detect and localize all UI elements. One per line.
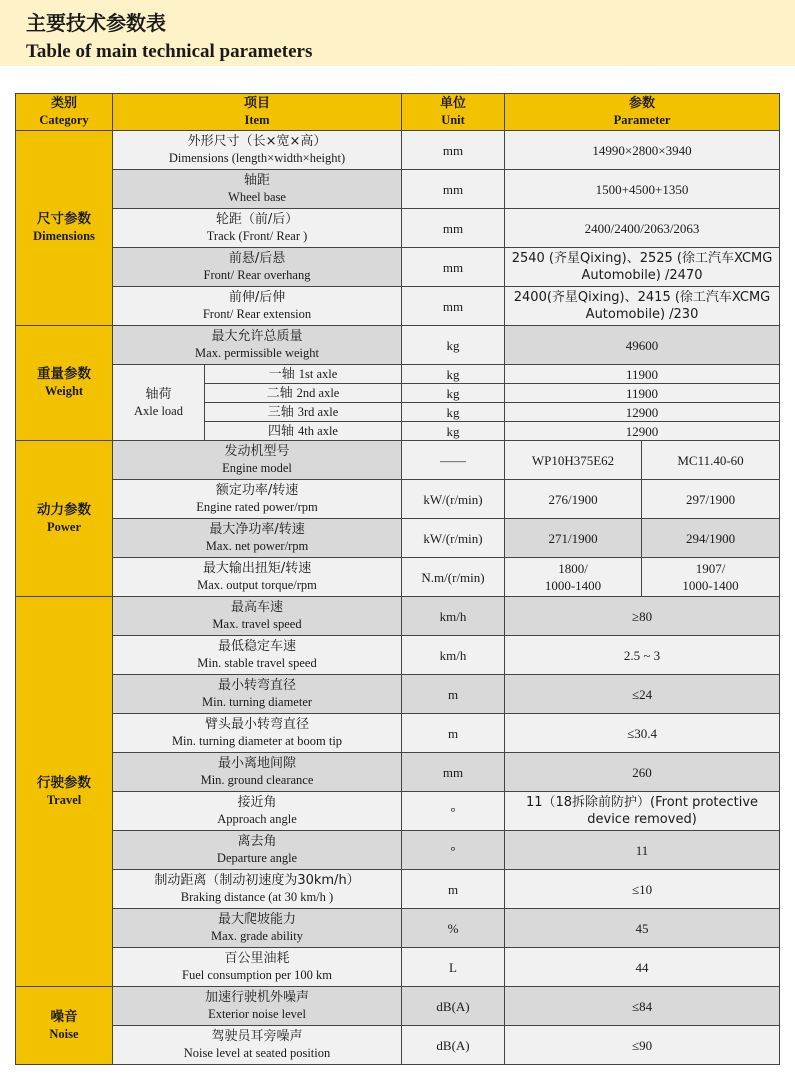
parameter-line-2: 1000-1400 (544, 578, 602, 593)
header-item (113, 94, 402, 131)
header-item-cn: 项目 (244, 96, 271, 111)
parameter-line-1: 11（18拆除前防护）(Front protective (525, 795, 759, 810)
axle-load-en: Axle load (134, 403, 183, 418)
unit-cell: kg (402, 384, 505, 403)
axle-item (205, 384, 402, 403)
table-row (16, 753, 780, 792)
header-item-en: Item (244, 113, 270, 127)
item-cell (113, 131, 402, 170)
unit-cell: kg (402, 365, 505, 384)
unit-cell: kg (402, 326, 505, 365)
unit-cell: mm (402, 209, 505, 248)
parameter-cell-a: 276/1900 (505, 480, 642, 519)
unit-cell: % (402, 909, 505, 948)
item-cn: 最高车速 (231, 600, 284, 615)
header-parameter-cn: 参数 (629, 96, 656, 111)
header-unit (402, 94, 505, 131)
item-cell (113, 909, 402, 948)
category-cn: 噪音 (50, 1008, 78, 1025)
parameter-cell-b (642, 558, 780, 597)
item-cn: 百公里油耗 (224, 951, 290, 966)
item-en: Exterior noise level (208, 1007, 306, 1021)
parameter-cell-b: 297/1900 (642, 480, 780, 519)
parameter-cell (505, 287, 780, 326)
axle-en: 1st axle (298, 366, 338, 381)
axle-cn: 三轴 (267, 404, 294, 420)
parameter-cell-b: MC11.40-60 (642, 441, 780, 480)
item-en: Min. stable travel speed (197, 656, 317, 670)
table-row (16, 365, 780, 384)
parameter-cell: ≤90 (505, 1026, 780, 1065)
axle-cn: 二轴 (266, 385, 293, 401)
item-cell (113, 987, 402, 1026)
parameter-cell: 11900 (505, 384, 780, 403)
item-en: Departure angle (216, 851, 298, 865)
item-cn: 外形尺寸（长×宽×高） (187, 134, 327, 149)
parameter-line-2: device removed) (587, 812, 697, 827)
table-row (16, 675, 780, 714)
parameter-cell-b: 294/1900 (642, 519, 780, 558)
item-en: Approach angle (217, 812, 297, 826)
parameter-cell: ≤10 (505, 870, 780, 909)
item-cn: 接近角 (237, 795, 277, 810)
axle-cn: 四轴 (268, 423, 295, 439)
item-en: Min. turning diameter at boom tip (171, 734, 343, 748)
parameter-cell (505, 792, 780, 831)
table-row (16, 480, 780, 519)
unit-cell: mm (402, 753, 505, 792)
item-cn: 最低稳定车速 (218, 639, 297, 654)
item-cn: 额定功率/转速 (215, 483, 299, 498)
item-cell (113, 675, 402, 714)
parameter-cell: 14990×2800×3940 (505, 131, 780, 170)
unit-cell: kW/(r/min) (402, 480, 505, 519)
parameter-line-1: 1800/ (558, 561, 588, 576)
unit-cell: N.m/(r/min) (402, 558, 505, 597)
item-cn: 最大净功率/转速 (209, 522, 305, 537)
unit-cell: ° (402, 792, 505, 831)
unit-cell: kg (402, 403, 505, 422)
parameter-line-1: 2400(齐星Qixing)、2415 (徐工汽车XCMG (513, 290, 771, 305)
item-cn: 臂头最小转弯直径 (205, 717, 310, 732)
category-en: Travel (46, 792, 82, 807)
table-row (16, 287, 780, 326)
item-en: Min. turning diameter (201, 695, 313, 709)
parameter-cell: ≤24 (505, 675, 780, 714)
item-cell (113, 714, 402, 753)
item-en: Min. ground clearance (200, 773, 314, 787)
parameter-cell-a: 271/1900 (505, 519, 642, 558)
item-cell (113, 480, 402, 519)
parameter-cell: 12900 (505, 403, 780, 422)
table-header-row (16, 94, 780, 131)
item-cell (113, 870, 402, 909)
category-en: Noise (49, 1026, 79, 1041)
parameter-cell: 44 (505, 948, 780, 987)
unit-cell: dB(A) (402, 1026, 505, 1065)
parameter-line-2: Automobile) /230 (585, 307, 699, 322)
category-en: Power (46, 519, 81, 534)
item-cn: 最大输出扭矩/转速 (202, 561, 312, 576)
item-cn: 离去角 (237, 834, 277, 849)
parameter-cell: 2400/2400/2063/2063 (505, 209, 780, 248)
item-cell (113, 287, 402, 326)
table-row (16, 326, 780, 365)
parameter-cell: 11 (505, 831, 780, 870)
item-en: Engine rated power/rpm (196, 500, 318, 514)
item-en: Front/ Rear extension (202, 307, 312, 321)
axle-load-cn: 轴荷 (145, 386, 172, 402)
technical-parameters-table (15, 93, 780, 1065)
parameter-cell: 11900 (505, 365, 780, 384)
item-cn: 加速行驶机外噪声 (205, 990, 310, 1005)
category-cn: 动力参数 (37, 501, 91, 518)
category-dimensions (16, 131, 113, 326)
table-row (16, 441, 780, 480)
item-cell (113, 558, 402, 597)
item-cn: 制动距离（制动初速度为30km/h） (154, 873, 360, 888)
table-row (16, 519, 780, 558)
category-cn: 重量参数 (37, 366, 91, 382)
item-cell (113, 248, 402, 287)
unit-cell: ° (402, 831, 505, 870)
unit-cell: m (402, 675, 505, 714)
page-title-en: Table of main technical parameters (26, 41, 313, 62)
item-cn: 最大爬坡能力 (218, 912, 297, 927)
unit-cell: dB(A) (402, 987, 505, 1026)
table-row (16, 131, 780, 170)
unit-cell: kg (402, 422, 505, 441)
item-cell (113, 792, 402, 831)
table-row (16, 1026, 780, 1065)
parameter-cell: ≤84 (505, 987, 780, 1026)
table-row (16, 170, 780, 209)
parameter-cell-a (505, 558, 642, 597)
item-cell (113, 441, 402, 480)
unit-cell: mm (402, 131, 505, 170)
item-en: Fuel consumption per 100 km (182, 968, 332, 982)
category-power (16, 441, 113, 597)
axle-cn: 一轴 (268, 366, 295, 382)
item-cell (113, 831, 402, 870)
category-travel (16, 597, 113, 987)
table-row (16, 948, 780, 987)
category-cn: 尺寸参数 (37, 211, 91, 227)
parameter-line-2: 1000-1400 (682, 578, 739, 593)
axle-load-label (113, 365, 205, 441)
item-cell (113, 597, 402, 636)
item-en: Track (Front/ Rear ) (206, 229, 308, 243)
header-category-cn: 类别 (50, 96, 77, 111)
item-cell (113, 948, 402, 987)
table-row (16, 831, 780, 870)
parameter-cell: ≥80 (505, 597, 780, 636)
item-en: Max. net power/rpm (205, 539, 309, 553)
parameter-line-2: Automobile) /2470 (581, 268, 703, 283)
item-en: Front/ Rear overhang (203, 268, 311, 282)
item-cell (113, 636, 402, 675)
unit-cell: m (402, 870, 505, 909)
table-row (16, 987, 780, 1026)
parameter-cell: 12900 (505, 422, 780, 441)
item-en: Max. permissible weight (195, 346, 319, 360)
table-row (16, 792, 780, 831)
item-cn: 轮距（前/后） (215, 212, 299, 227)
parameter-cell: ≤30.4 (505, 714, 780, 753)
unit-cell: km/h (402, 636, 505, 675)
parameter-cell: 1500+4500+1350 (505, 170, 780, 209)
axle-en: 4th axle (298, 423, 338, 438)
axle-item (205, 422, 402, 441)
header-unit-cn: 单位 (440, 96, 467, 111)
item-cn: 驾驶员耳旁噪声 (211, 1029, 303, 1044)
item-en: Wheel base (228, 190, 286, 204)
item-cn: 最小离地间隙 (218, 756, 297, 771)
category-weight (16, 326, 113, 441)
item-en: Braking distance (at 30 km/h ) (180, 890, 334, 904)
table-row (16, 597, 780, 636)
category-en: Dimensions (33, 229, 95, 243)
item-cell (113, 170, 402, 209)
item-cn: 前伸/后伸 (228, 290, 286, 305)
parameter-cell (505, 248, 780, 287)
table-row (16, 636, 780, 675)
item-en: Max. travel speed (212, 617, 302, 631)
axle-item (205, 403, 402, 422)
unit-cell: m (402, 714, 505, 753)
item-cn: 轴距 (244, 173, 271, 188)
header-category (16, 94, 113, 131)
category-noise (16, 987, 113, 1065)
table-row (16, 558, 780, 597)
item-cell (113, 1026, 402, 1065)
parameter-cell: 45 (505, 909, 780, 948)
header-unit-en: Unit (441, 113, 465, 127)
unit-cell: mm (402, 248, 505, 287)
item-en: Dimensions (length×width×height) (168, 151, 346, 165)
unit-cell: mm (402, 170, 505, 209)
parameter-cell: 49600 (505, 326, 780, 365)
parameter-line-1: 1907/ (695, 561, 726, 576)
item-cn: 最大允许总质量 (211, 329, 303, 344)
unit-cell: kW/(r/min) (402, 519, 505, 558)
table-row (16, 248, 780, 287)
axle-en: 2nd axle (296, 385, 340, 400)
item-en: Noise level at seated position (183, 1046, 331, 1060)
page-header-band (0, 0, 795, 66)
item-cell (113, 326, 402, 365)
item-en: Max. grade ability (211, 929, 303, 943)
table-row (16, 714, 780, 753)
table-row (16, 870, 780, 909)
table-row (16, 909, 780, 948)
axle-en: 3rd axle (297, 404, 339, 419)
axle-item (205, 365, 402, 384)
category-cn: 行驶参数 (37, 774, 91, 791)
item-cell (113, 519, 402, 558)
table-row (16, 209, 780, 248)
header-category-en: Category (39, 113, 89, 127)
unit-cell: L (402, 948, 505, 987)
category-en: Weight (44, 384, 84, 398)
unit-cell: —— (402, 441, 505, 480)
item-cn: 发动机型号 (224, 444, 290, 459)
item-cell (113, 209, 402, 248)
unit-cell: km/h (402, 597, 505, 636)
item-en: Engine model (222, 461, 292, 475)
header-parameter-en: Parameter (613, 113, 671, 127)
item-cn: 最小转弯直径 (218, 678, 297, 693)
item-en: Max. output torque/rpm (197, 578, 317, 592)
parameter-cell: 260 (505, 753, 780, 792)
item-cell (113, 753, 402, 792)
unit-cell: mm (402, 287, 505, 326)
page-title-cn: 主要技术参数表 (26, 11, 166, 35)
parameter-line-1: 2540 (齐星Qixing)、2525 (徐工汽车XCMG (511, 251, 773, 266)
header-parameter (505, 94, 780, 131)
parameter-cell-a: WP10H375E62 (505, 441, 642, 480)
item-cn: 前悬/后悬 (228, 251, 286, 266)
parameter-cell: 2.5 ~ 3 (505, 636, 780, 675)
